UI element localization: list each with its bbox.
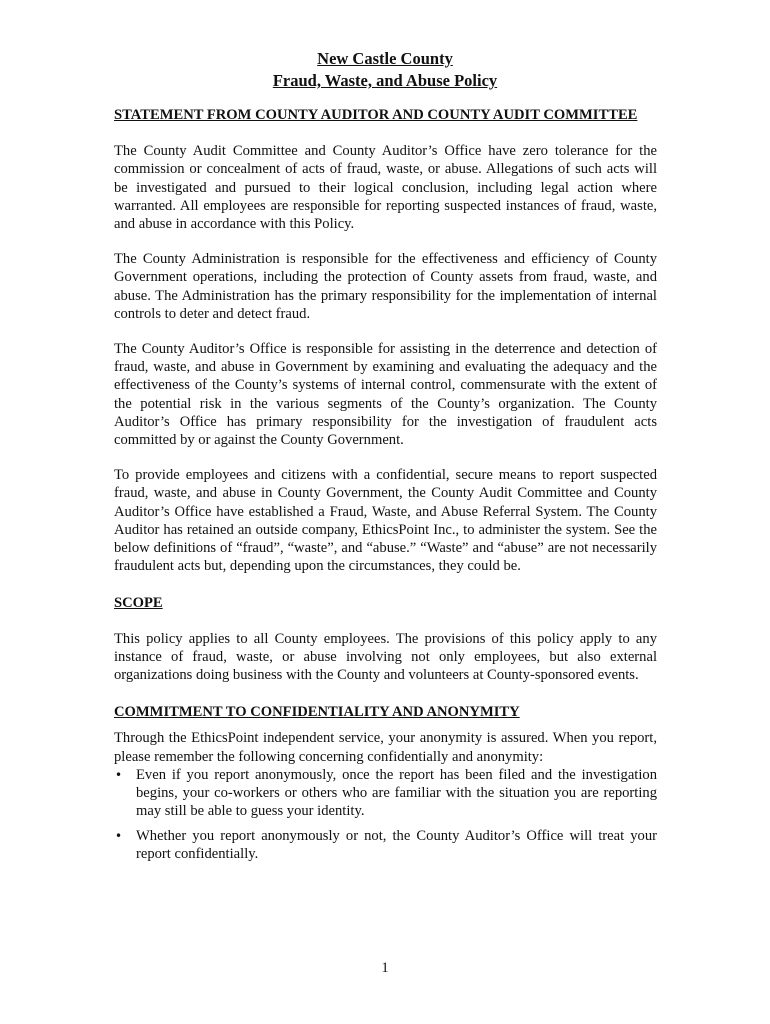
statement-paragraph-4: To provide employees and citizens with a confidential, secure means to report suspected fraud, waste, and abuse in County Government, the County Audit Committee and County Auditor’s Office have established a Fraud, Waste, and Abuse Referral System. The County Auditor has retained an outside company, EthicsPoint Inc., to administer the system. See the below definitions of “fraud”, “waste”, and “abuse.” “Waste” and “abuse” are not necessarily fraudulent acts but, depending upon the circumstances, they could be. (114, 467, 657, 575)
bullet-icon: • (115, 767, 123, 782)
scope-paragraph: This policy applies to all County employees. The provisions of this policy apply to any instance of fraud, waste, or abuse involving not only employees, but also external organizations doing business with the County and volunteers at County-sponsored events. (114, 630, 657, 684)
document-title (0, 48, 770, 92)
bullet-text: Whether you report anonymously or not, the County Auditor’s Office will treat your report confidentially. (136, 827, 657, 862)
scope-heading: SCOPE (114, 595, 163, 612)
confidentiality-heading: COMMITMENT TO CONFIDENTIALITY AND ANONYMITY (114, 704, 520, 721)
confidentiality-bullet-list (114, 766, 657, 863)
statement-paragraph-3: The County Auditor’s Office is responsible for assisting in the deterrence and detection of fraud, waste, and abuse in Government by examining and evaluating the adequacy and the effectiveness of the County’s systems of internal control, commensurate with the extent of the potential risk in the various segments of the County’s organization. The County Auditor’s Office has primary responsibility for the investigation of fraudulent acts committed by or against the County Government. (114, 341, 657, 449)
title-line-county: New Castle County (317, 49, 453, 68)
statement-heading: STATEMENT FROM COUNTY AUDITOR AND COUNTY AUDIT COMMITTEE (114, 107, 638, 123)
bullet-icon: • (115, 828, 123, 843)
page-number: 1 (381, 960, 389, 976)
confidentiality-intro: Through the EthicsPoint independent service, your anonymity is assured. When you report, please remember the following concerning confidentially and anonymity: (114, 730, 657, 765)
title-line-policy: Fraud, Waste, and Abuse Policy (272, 71, 498, 90)
document-body (114, 106, 657, 863)
statement-paragraph-2: The County Administration is responsible for the effectiveness and efficiency of County Government operations, including the protection of County assets from fraud, waste, and abuse. The Administration has the primary responsibility for the implementation of internal controls to deter and detect fraud. (114, 251, 657, 322)
confidentiality-bullet-2 (114, 827, 657, 863)
statement-paragraph-1: The County Audit Committee and County Auditor’s Office have zero tolerance for the commission or concealment of acts of fraud, waste, or abuse. Allegations of such acts will be investigated and pursued to their logical conclusion, including legal action where warranted. All employees are responsible for reporting suspected instances of fraud, waste, and abuse in accordance with this Policy. (114, 143, 657, 233)
bullet-text: Even if you report anonymously, once the report has been filed and the investigation begins, your co-workers or others who are familiar with the situation you are reporting may still be able to guess your identity. (136, 766, 657, 820)
confidentiality-bullet-1 (114, 766, 657, 821)
